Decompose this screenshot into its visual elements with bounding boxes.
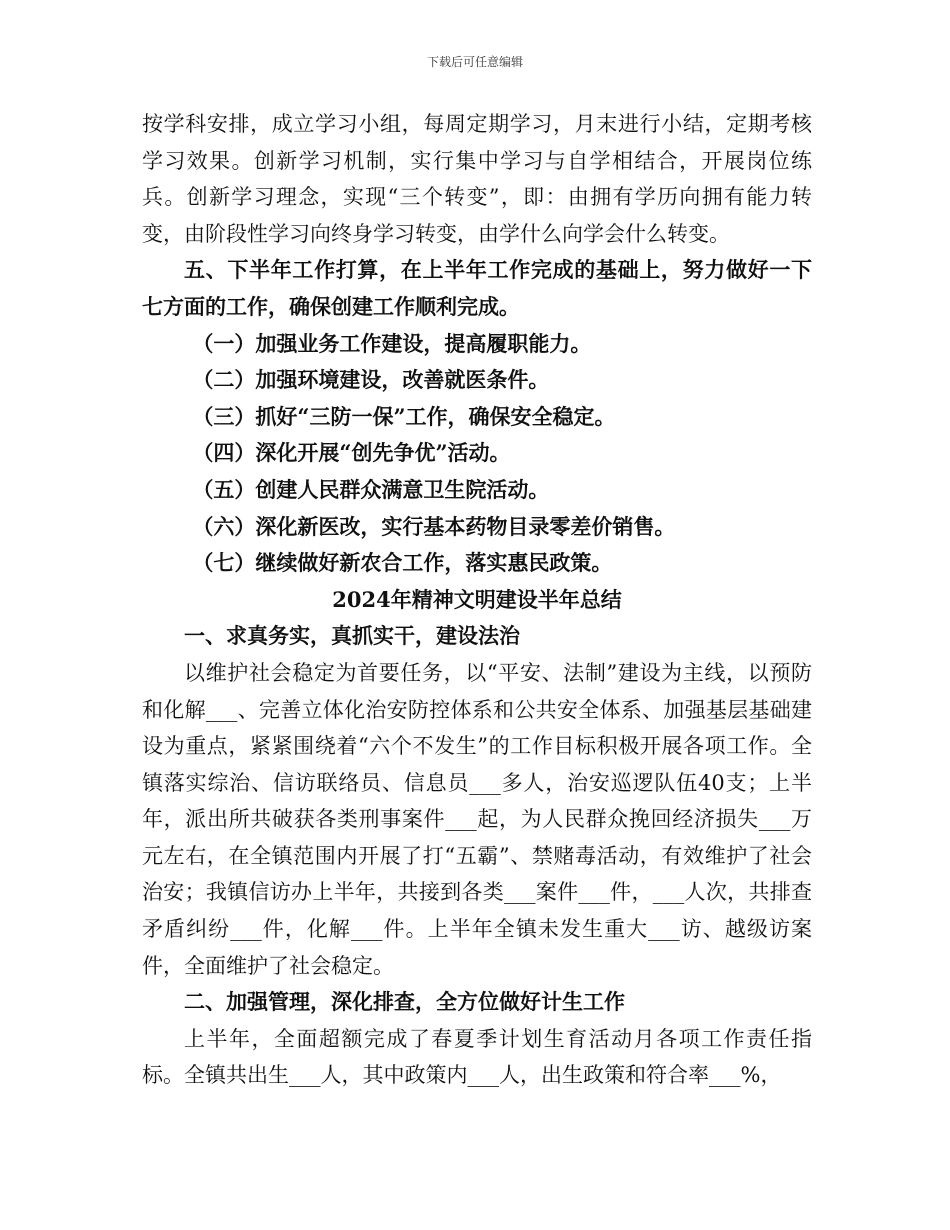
paragraph-family-planning: 上半年，全面超额完成了春夏季计划生育活动月各项工作责任指标。全镇共出生___人，其中政策内___人，出生政策和符合率___%， [142,1026,812,1088]
plan-item-7: （七）继续做好新农合工作，落实惠民政策。 [192,550,613,576]
document-title: 2024年精神文明建设半年总结 [332,586,622,612]
paragraph-study-mechanism: 按学科安排，成立学习小组，每周定期学习，月末进行小结，定期考核学习效果。创新学习机制，实行集中学习与自学相结合，开展岗位练兵。创新学习理念，实现“三个转变”，即：由拥有学历向拥有能力转变，由阶段性学习向终身学习转变，由学什么向学会什么转变。 [142,112,812,246]
plan-item-2: （二）加强环境建设，改善就医条件。 [192,367,550,393]
plan-item-4: （四）深化开展“创先争优”活动。 [192,440,511,466]
plan-item-5: （五）创建人民群众满意卫生院活动。 [192,476,550,502]
section-heading-2: 二、加强管理，深化排查，全方位做好计生工作 [184,989,625,1015]
plan-item-1: （一）加强业务工作建设，提高履职能力。 [192,330,592,356]
paragraph-social-stability: 以维护社会稳定为首要任务，以“平安、法制”建设为主线，以预防和化解___、完善立体化治安防控体系和公共安全体系、加强基层基础建设为重点，紧紧围绕着“六个不发生”的工作目标积极开展各项工作。全镇落实综治、信访联络员、信息员___多人，治安巡逻队伍40支；上半年，派出所共破获各类刑事案件___起，为人民群众挽回经济损失___万元左右，在全镇范围内开展了打“五霸”、禁赌毒活动，有效维护了社会治安；我镇信访办上半年，共接到各类___案件___件，___人次，共排查矛盾纠纷___件，化解___件。上半年全镇未发生重大___访、越级访案件，全面维护了社会稳定。 [142,660,812,978]
page-header-note: 下载后可任意编辑 [426,55,523,69]
document-body [142,106,812,1094]
section-heading-1: 一、求真务实，真抓实干，建设法治 [184,623,520,649]
section-heading-plan: 五、下半年工作打算，在上半年工作完成的基础上，努力做好一下七方面的工作，确保创建工作顺利完成。 [142,257,812,319]
plan-item-6: （六）深化新医改，实行基本药物目录零差价销售。 [192,513,676,539]
plan-item-3: （三）抓好“三防一保”工作，确保安全稳定。 [192,403,616,429]
